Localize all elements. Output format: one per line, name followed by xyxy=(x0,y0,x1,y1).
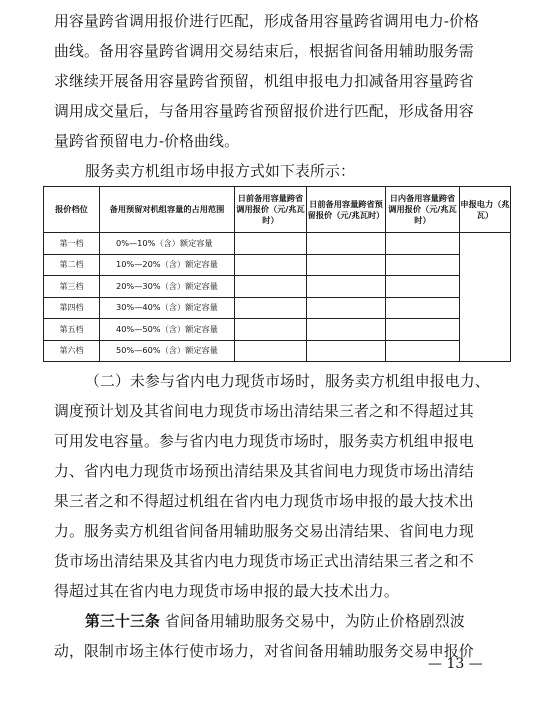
price-cell xyxy=(307,276,386,298)
table-row xyxy=(44,319,511,341)
price-cell xyxy=(235,233,307,255)
body-text-line: 求继续开展备用容量跨省预留，机组申报电力扣减备用容量跨省 xyxy=(54,73,474,90)
table-row xyxy=(44,233,511,255)
tier-cell: 第四档 xyxy=(44,297,100,319)
price-cell xyxy=(386,254,460,276)
price-cell xyxy=(386,233,460,255)
body-text-line: 货市场出清结果及其省内电力现货市场正式出清结果三者之和不 xyxy=(54,553,474,570)
header-dayahead-dispatch: 日前备用容量跨省调用报价（元/兆瓦时） xyxy=(235,187,307,233)
price-cell xyxy=(307,340,386,362)
price-cell xyxy=(307,297,386,319)
tier-cell: 第三档 xyxy=(44,276,100,298)
tier-cell: 第五档 xyxy=(44,319,100,341)
article-text: 省间备用辅助服务交易中，为防止价格剧烈波 xyxy=(164,613,465,630)
table-row xyxy=(44,297,511,319)
body-text-line: 果三者之和不得超过机组在省内电力现货市场申报的最大技术出 xyxy=(54,493,474,510)
body-text-line: 曲线。备用容量跨省调用交易结束后，根据省间备用辅助服务需 xyxy=(54,43,474,60)
price-cell xyxy=(386,340,460,362)
article-line xyxy=(85,612,539,632)
body-text-line: 力。服务卖方机组省间备用辅助服务交易出清结果、省间电力现 xyxy=(54,523,474,540)
table-row xyxy=(44,254,511,276)
range-cell: 0%—10%（含）额定容量 xyxy=(100,233,235,255)
price-cell xyxy=(307,233,386,255)
body-text-line: 可用发电容量。参与省内电力现货市场时，服务卖方机组申报电 xyxy=(54,433,474,450)
declared-power-cell xyxy=(460,233,511,362)
price-cell xyxy=(386,297,460,319)
price-cell xyxy=(235,297,307,319)
body-text-line: 用容量跨省调用报价进行匹配，形成备用容量跨省调用电力-价格 xyxy=(54,13,480,30)
body-text-line: 调度预计划及其省间电力现货市场出清结果三者之和不得超过其 xyxy=(54,403,474,420)
price-cell xyxy=(235,254,307,276)
body-text-line: 动，限制市场主体行使市场力，对省间备用辅助服务交易申报价 xyxy=(54,643,474,660)
price-cell xyxy=(235,340,307,362)
range-cell: 50%—60%（含）额定容量 xyxy=(100,340,235,362)
price-cell xyxy=(307,319,386,341)
body-text-line: 得超过其在省内电力现货市场申报的最大技术出力。 xyxy=(54,583,399,600)
price-cell xyxy=(386,276,460,298)
header-declared-power: 申报电力（兆瓦） xyxy=(460,187,511,233)
body-text-line: 调用成交量后，与备用容量跨省预留报价进行匹配，形成备用容 xyxy=(54,103,474,120)
tier-cell: 第一档 xyxy=(44,233,100,255)
table-intro-text: 服务卖方机组市场申报方式如下表所示： xyxy=(85,163,355,180)
range-cell: 40%—50%（含）额定容量 xyxy=(100,319,235,341)
table-row xyxy=(44,340,511,362)
price-cell xyxy=(235,319,307,341)
body-text-line: 力、省内电力现货市场预出清结果及其省间电力现货市场出清结 xyxy=(54,463,474,480)
table-header-row xyxy=(44,187,511,233)
price-cell xyxy=(307,254,386,276)
tier-cell: 第六档 xyxy=(44,340,100,362)
header-tier: 报价档位 xyxy=(44,187,100,233)
header-range: 备用预留对机组容量的占用范围 xyxy=(100,187,235,233)
header-dayahead-reserve: 日前备用容量跨省预留报价（元/兆瓦时） xyxy=(307,187,386,233)
page-number: — 13 — xyxy=(428,656,483,672)
price-cell xyxy=(235,276,307,298)
body-text-line: （二）未参与省内电力现货市场时，服务卖方机组申报电力、 xyxy=(85,373,490,390)
header-intraday-dispatch: 日内备用容量跨省调用报价（元/兆瓦时） xyxy=(386,187,460,233)
bid-method-table xyxy=(43,186,511,362)
body-text-line: 量跨省预留电力-价格曲线。 xyxy=(54,133,240,150)
article-heading: 第三十三条 xyxy=(85,613,160,630)
price-cell xyxy=(386,319,460,341)
tier-cell: 第二档 xyxy=(44,254,100,276)
range-cell: 30%—40%（含）额定容量 xyxy=(100,297,235,319)
range-cell: 10%—20%（含）额定容量 xyxy=(100,254,235,276)
range-cell: 20%—30%（含）额定容量 xyxy=(100,276,235,298)
table-row xyxy=(44,276,511,298)
